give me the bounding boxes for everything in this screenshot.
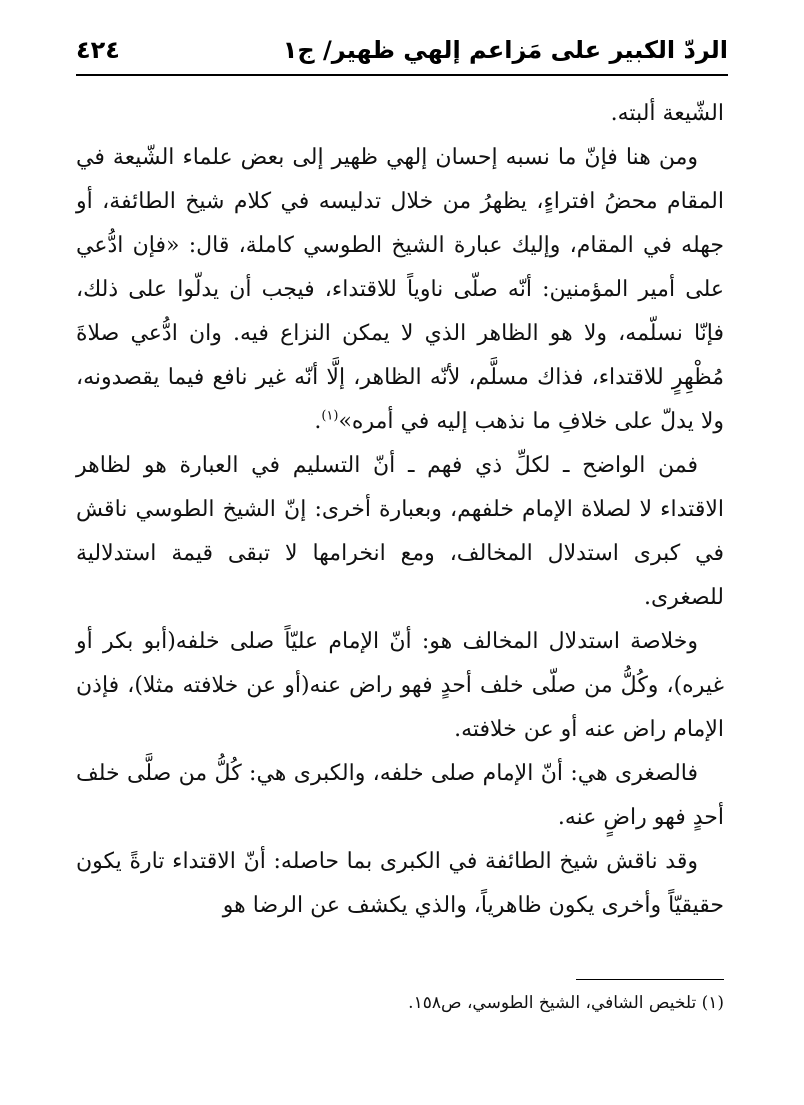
paragraph-5: فالصغرى هي: أنّ الإمام صلى خلفه، والكبرى هي: كُلُّ من صلَّى خلف أحدٍ فهو راضٍ عنه. bbox=[76, 761, 724, 830]
footnote: (١) تلخيص الشافي، الشيخ الطوسي، ص١٥٨. bbox=[408, 993, 724, 1013]
paragraph-4: وخلاصة استدلال المخالف هو: أنّ الإمام عليّاً صلى خلفه(أبو بكر أو غيره)، وكُلُّ من صلّى خلف أحدٍ فهو راض عنه(أو عن خلافته مثلا)، فإذن الإمام راض عنه أو عن خلافته. bbox=[76, 629, 724, 742]
footnote-divider bbox=[576, 979, 724, 980]
paragraph-3: فمن الواضح ـ لكلِّ ذي فهم ـ أنّ التسليم في العبارة هو لظاهر الاقتداء لا لصلاة الإمام خلفهم، وبعبارة أخرى: إنّ الشيخ الطوسي ناقش في كبرى استدلال المخالف، ومع انخرامها لا تبقى قيمة استدلالية للصغرى. bbox=[76, 453, 724, 610]
paragraph-6: وقد ناقش شيخ الطائفة في الكبرى بما حاصله: أنّ الاقتداء تارةً يكون حقيقيّاً وأخرى يكون ظاهرياً، والذي يكشف عن الرضا هو bbox=[76, 849, 724, 918]
paragraph-2 bbox=[76, 136, 724, 444]
page-number: ٤٢٤ bbox=[76, 36, 120, 64]
page-body bbox=[76, 92, 724, 928]
paragraph-2-end: . bbox=[314, 409, 322, 434]
paragraph-1: الشّيعة ألبته. bbox=[610, 101, 724, 126]
header-divider bbox=[76, 74, 728, 76]
page-header bbox=[76, 28, 728, 72]
running-title: الردّ الكبير على مَزاعم إلهي ظهير/ ج١ bbox=[282, 36, 728, 64]
paragraph-2-text: ومن هنا فإنّ ما نسبه إحسان إلهي ظهير إلى بعض علماء الشّيعة في المقام محضُ افتراءٍ، يظهرُ من خلال تدليسه في كلام شيخ الطائفة، أو جهله في المقام، وإليك عبارة الشيخ الطوسي كاملة، قال: «فإن ادُّعي على أمير المؤمنين: أنّه صلّى ناوياً للاقتداء، فيجب أن يدلّوا على ذلك، فإنّا نسلّمه، ولا هو الظاهر الذي لا يمكن النزاع فيه. وان ادُّعي صلاةَ مُظْهِرٍ للاقتداء، فذاك مسلَّم، لأنّه الظاهر، إلَّا أنّه غير نافع فيما يقصدونه، ولا يدلّ على خلافِ ما نذهب إليه في أمره» bbox=[76, 145, 724, 434]
footnote-reference: (١) bbox=[321, 408, 339, 424]
